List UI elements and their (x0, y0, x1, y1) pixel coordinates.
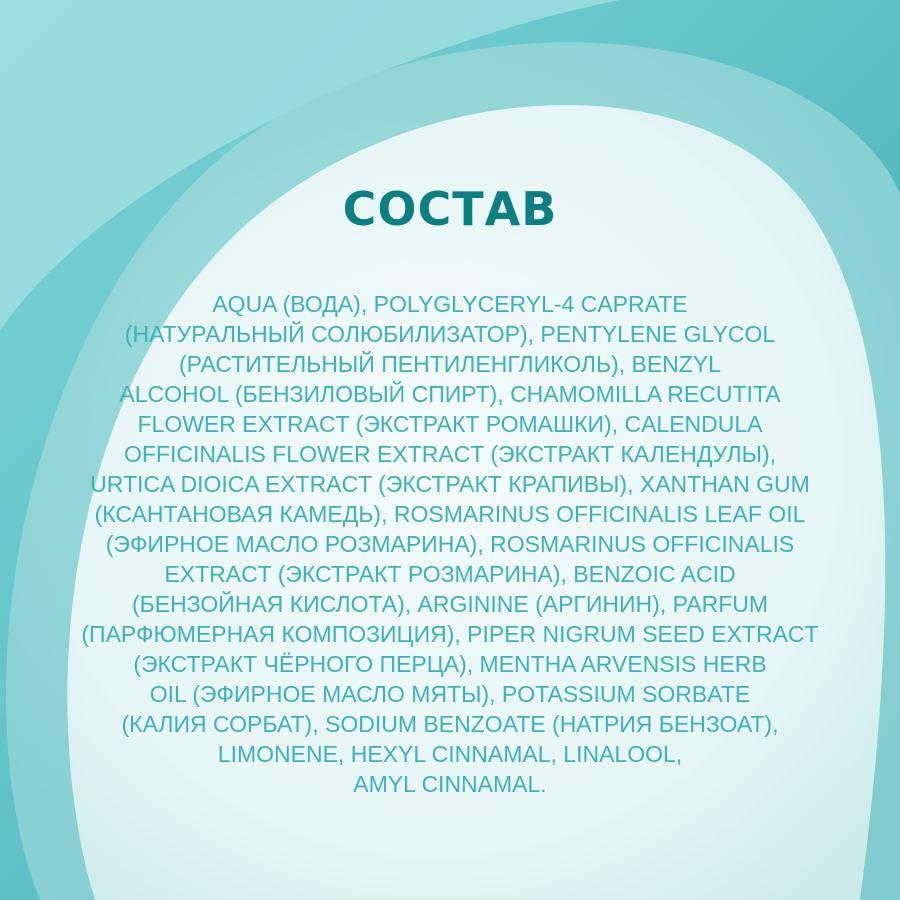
ingredients-line: LIMONENE, HEXYL CINNAMAL, LINALOOL, (217, 741, 683, 767)
ingredients-line: EXTRACT (ЭКСТРАКТ РОЗМАРИНА), BENZOIC ACID (164, 561, 736, 587)
ingredients-line: AQUA (ВОДА), POLYGLYCERYL-4 CAPRATE (212, 291, 688, 317)
ingredients-line: OIL (ЭФИРНОЕ МАСЛО МЯТЫ), POTASSIUM SORBATE (149, 681, 751, 707)
ingredients-line: OFFICINALIS FLOWER EXTRACT (ЭКСТРАКТ КАЛЕНДУЛЫ), (123, 441, 777, 467)
ingredients-line: AMYL CINNAMAL. (353, 771, 547, 797)
ingredients-line: ALCOHOL (БЕНЗИЛОВЫЙ СПИРТ), CHAMOMILLA RECUTITA (119, 381, 781, 407)
ingredients-line: (ЭКСТРАКТ ЧЁРНОГО ПЕРЦА), MENTHA ARVENSIS HERB (133, 651, 767, 677)
ingredients-line: (ЭФИРНОЕ МАСЛО РОЗМАРИНА), ROSMARINUS OFFICINALIS (105, 531, 795, 557)
ingredients-line: (БЕНЗОЙНАЯ КИСЛОТА), ARGININE (АРГИНИН), PARFUM (131, 591, 769, 617)
page-title: СОСТАВ (342, 182, 558, 236)
ingredients-text (40, 289, 860, 799)
ingredients-line: (РАСТИТЕЛЬНЫЙ ПЕНТИЛЕНГЛИКОЛЬ), BENZYL (179, 351, 721, 377)
ingredients-line: FLOWER EXTRACT (ЭКСТРАКТ РОМАШКИ), CALENDULA (137, 411, 763, 437)
ingredients-line: (НАТУРАЛЬНЫЙ СОЛЮБИЛИЗАТОР), PENTYLENE GLYCOL (124, 321, 776, 347)
ingredients-line: (КСАНТАНОВАЯ КАМЕДЬ), ROSMARINUS OFFICINALIS LEAF OIL (94, 501, 806, 527)
ingredients-line: (ПАРФЮМЕРНАЯ КОМПОЗИЦИЯ), PIPER NIGRUM SEED EXTRACT (81, 621, 819, 647)
ingredients-line: (КАЛИЯ СОРБАТ), SODIUM BENZOATE (НАТРИЯ БЕНЗОАТ), (121, 711, 779, 737)
ingredients-line: URTICA DIOICA EXTRACT (ЭКСТРАКТ КРАПИВЫ), XANTHAN GUM (90, 471, 810, 497)
